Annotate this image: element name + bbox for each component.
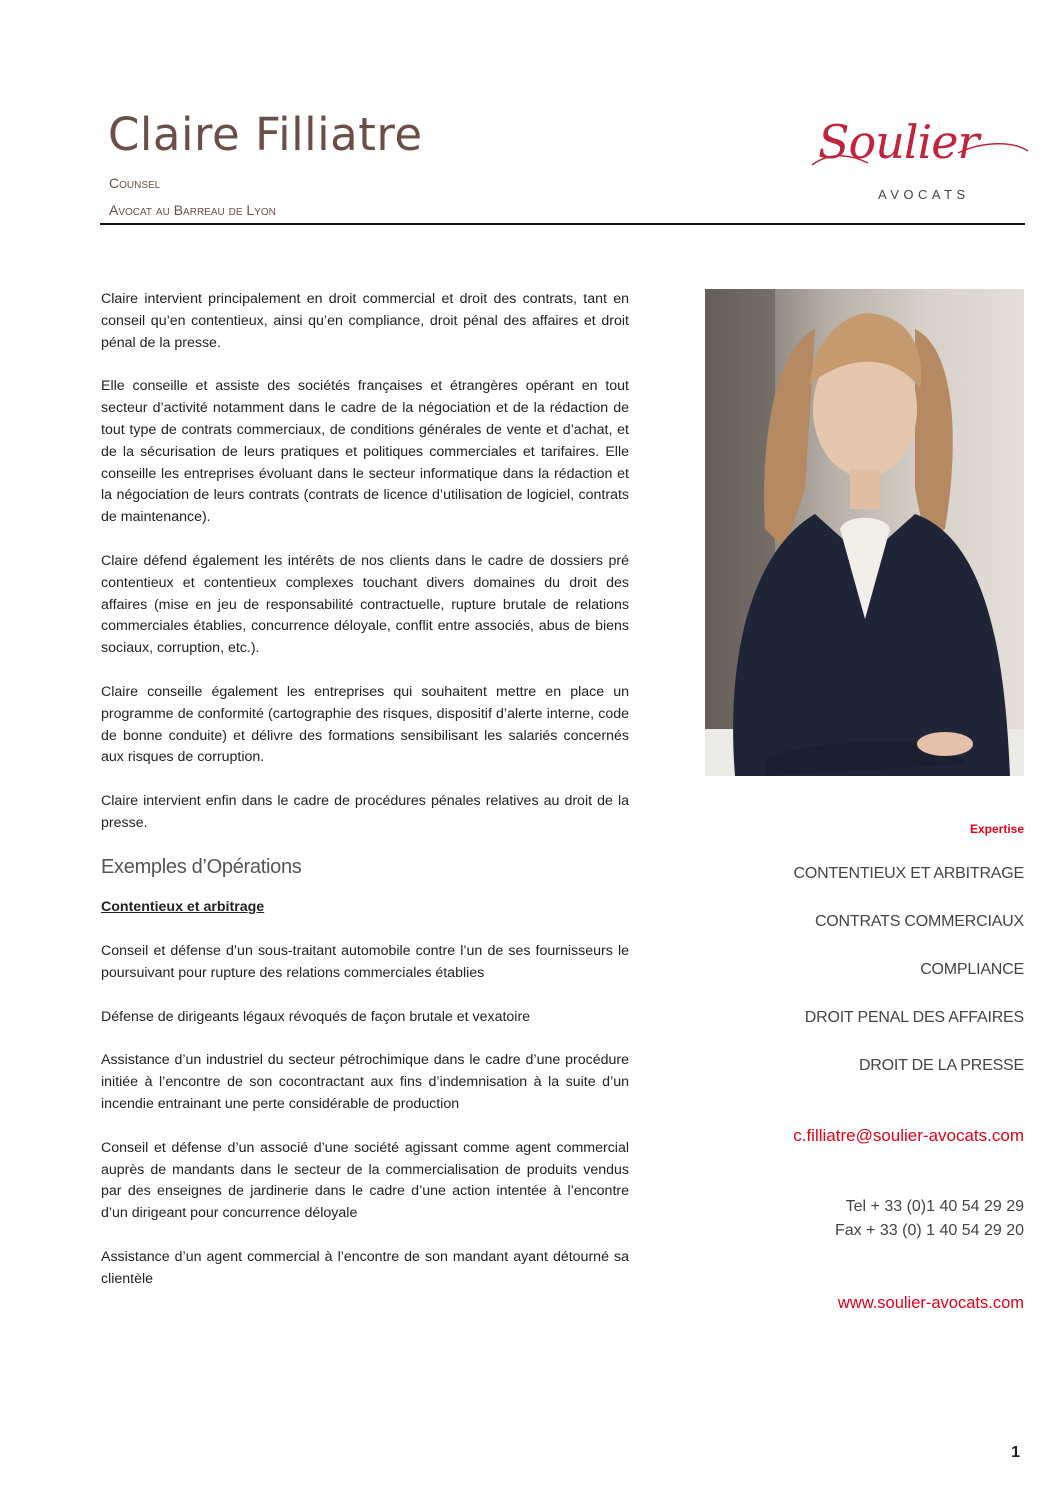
- expertise-list: [794, 862, 1025, 1102]
- bar-membership: Avocat au Barreau de Lyon: [109, 202, 276, 218]
- portrait-photo: [705, 289, 1024, 776]
- bio-paragraph: Claire défend également les intérêts de nos clients dans le cadre de dossiers pré contentieux et contentieux complexes touchant divers domaines du droit des affaires (mise en jeu de responsabilité contractuelle, rupture brutale de relations commerciales établies, concurrence déloyale, conflit entre associés, abus de biens sociaux, corruption, etc.).: [101, 552, 629, 657]
- header-divider: [100, 223, 1025, 225]
- email-link[interactable]: c.filliatre@soulier-avocats.com: [793, 1126, 1024, 1145]
- expertise-item: DROIT PENAL DES AFFAIRES: [804, 1009, 1024, 1026]
- operation-item: Défense de dirigeants légaux révoqués de façon brutale et vexatoire: [101, 1008, 531, 1025]
- operation-item: Assistance d’un agent commercial à l’encontre de son mandant ayant détourné sa clientèle: [101, 1248, 629, 1287]
- bio-paragraph: Elle conseille et assiste des sociétés françaises et étrangères opérant en tout secteur d’activité notamment dans le cadre de la négociation et de la rédaction de tout type de contrats commerciaux, de conditions générales de vente et d’achat, et de la sécurisation de leurs pratiques et politiques commerciales et tarifaires. Elle conseille les entreprises évoluant dans le secteur informatique dans la rédaction et la négociation de leurs contrats (contrats de licence d’utilisation de logiciel, contrats de maintenance).: [101, 378, 629, 526]
- operations-title: Exemples d’Opérations: [101, 856, 302, 878]
- expertise-item: DROIT DE LA PRESSE: [858, 1057, 1024, 1074]
- website-link[interactable]: www.soulier-avocats.com: [837, 1294, 1024, 1312]
- person-name: Claire Filliatre: [108, 108, 423, 161]
- portrait-illustration: [705, 289, 1024, 776]
- expertise-item: COMPLIANCE: [920, 961, 1024, 978]
- phone-number: Tel + 33 (0)1 40 54 29 29: [845, 1198, 1024, 1215]
- operations-list: [101, 941, 629, 1313]
- bio-paragraph: Claire intervient principalement en droit commercial et droit des contrats, tant en conseil qu’en contentieux, ainsi qu’en compliance, droit pénal des affaires et droit pénal de la presse.: [101, 291, 629, 351]
- page-number: 1: [1011, 1444, 1020, 1461]
- bio-paragraph: Claire intervient enfin dans le cadre de procédures pénales relatives au droit de la presse.: [101, 793, 629, 831]
- biography: [101, 289, 629, 857]
- expertise-item: CONTENTIEUX ET ARBITRAGE: [793, 865, 1024, 882]
- operation-item: Conseil et défense d’un associé d’une société agissant comme agent commercial auprès de mandants dans le secteur de la commercialisation de produits vendus par des enseignes de jardinerie dans le cadre d’une action intentée à l’encontre d’un dirigeant pour concurrence déloyale: [101, 1139, 629, 1222]
- expertise-item: CONTRATS COMMERCIAUX: [814, 913, 1024, 930]
- expertise-label: Expertise: [969, 822, 1024, 836]
- role-title: Counsel: [109, 175, 161, 191]
- operation-item: Assistance d’un industriel du secteur pétrochimique dans le cadre d’une procédure initiée à l’encontre de son cocontractant aux fins d’indemnisation à la suite d’un incendie entrainant une perte considérable de production: [101, 1052, 629, 1112]
- soulier-avocats-logo: [808, 115, 1033, 210]
- bio-paragraph: Claire conseille également les entreprises qui souhaitent mettre en place un programme de conformité (cartographie des risques, dispositif d’alerte interne, code de bonne conduite) et délivre des formations sensibilisant les salariés concernés aux risques de corruption.: [101, 683, 629, 766]
- logo-subtitle: AVOCATS: [878, 187, 970, 202]
- operations-subheading: Contentieux et arbitrage: [101, 899, 265, 915]
- fax-number: Fax + 33 (0) 1 40 54 29 20: [834, 1222, 1024, 1239]
- operation-item: Conseil et défense d’un sous-traitant automobile contre l’un de ses fournisseurs le poursuivant pour rupture des relations commerciales établies: [101, 943, 629, 981]
- logo-script: Soulier: [818, 115, 979, 169]
